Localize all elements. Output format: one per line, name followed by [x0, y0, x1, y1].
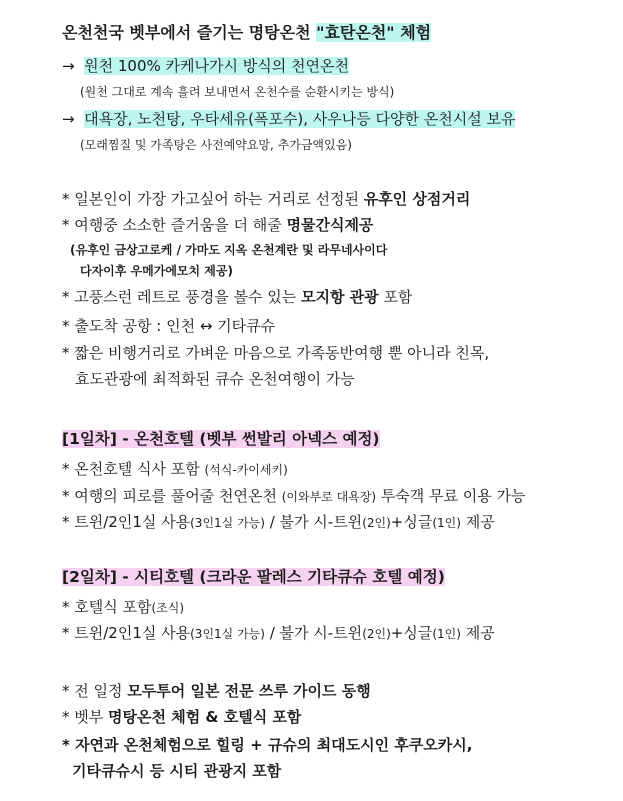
day2-meal: * 호텔식 포함(조식) [62, 598, 185, 616]
spring-facilities: → 대욕장, 노천탕, 우타세유(폭포수), 사우나등 다양한 온천시설 보유 [62, 110, 516, 128]
footer-healing-l1: * 자연과 온천체험으로 힐링 + 규슈의 최대도시인 후쿠오카시, [62, 736, 473, 754]
day1-meal: * 온천호텔 식사 포함 (석식-카이세키) [62, 460, 288, 478]
page-title: 온천천국 벳부에서 즐기는 명탕온천 "효탄온천" 체험 [62, 23, 432, 42]
footer-healing-l2: 기타큐슈시 등 시티 관광지 포함 [72, 762, 282, 780]
point-moji: * 고풍스런 레트로 풍경을 볼수 있는 모지항 관광 포함 [62, 288, 413, 306]
spring-method: → 원천 100% 카케나가시 방식의 천연온천 [62, 57, 349, 75]
day2-room: * 트윈/2인1실 사용(3인1실 가능) / 불가 시-트윈(2인)+싱글(1인) 제공 [62, 624, 495, 642]
point-snack: * 여행중 소소한 즐거움을 더 해줄 명물간식제공 [62, 216, 374, 234]
day1-bath: * 여행의 피로를 풀어줄 천연온천 (이와부로 대욕장) 투숙객 무료 이용 가능 [62, 487, 526, 505]
point-yufuin: * 일본인이 가장 가고싶어 하는 거리로 선정된 유후인 상점거리 [62, 190, 471, 208]
spring-facilities-note: (모래찜질 및 가족탕은 사전예약요망, 추가금액있음) [80, 138, 352, 152]
spring-method-note: (원천 그대로 계속 흘려 보내면서 온천수를 순환시키는 방식) [80, 85, 395, 99]
day2-heading: [2일차] - 시티호텔 (크라운 팔레스 기타큐슈 호텔 예정) [62, 568, 445, 586]
point-snack-sub1: (유후인 금상고로케 / 가마도 지옥 온천계란 및 라무네사이다 [70, 243, 388, 257]
arrow-icon: → [62, 110, 75, 128]
point-family-l2: 효도관광에 최적화된 큐슈 온천여행이 가능 [75, 370, 355, 388]
footer-onsen: * 벳부 명탕온천 체험 & 호텔식 포함 [62, 708, 302, 726]
point-snack-sub2: 다자이후 우메가에모치 제공) [80, 264, 233, 278]
footer-guide: * 전 일정 모두투어 일본 전문 쓰루 가이드 동행 [62, 682, 371, 700]
day1-room: * 트윈/2인1실 사용(3인1실 가능) / 불가 시-트윈(2인)+싱글(1인) 제공 [62, 513, 495, 531]
title-highlight: "효탄온천" 체험 [316, 23, 432, 42]
arrow-icon: → [62, 57, 75, 75]
day1-heading: [1일차] - 온천호텔 (벳부 썬발리 아넥스 예정) [62, 430, 380, 448]
point-airport: * 출도착 공항 : 인천 ↔ 기타큐슈 [62, 317, 276, 335]
point-family-l1: * 짧은 비행거리로 가벼운 마음으로 가족동반여행 뿐 아니라 친목, [62, 344, 490, 362]
